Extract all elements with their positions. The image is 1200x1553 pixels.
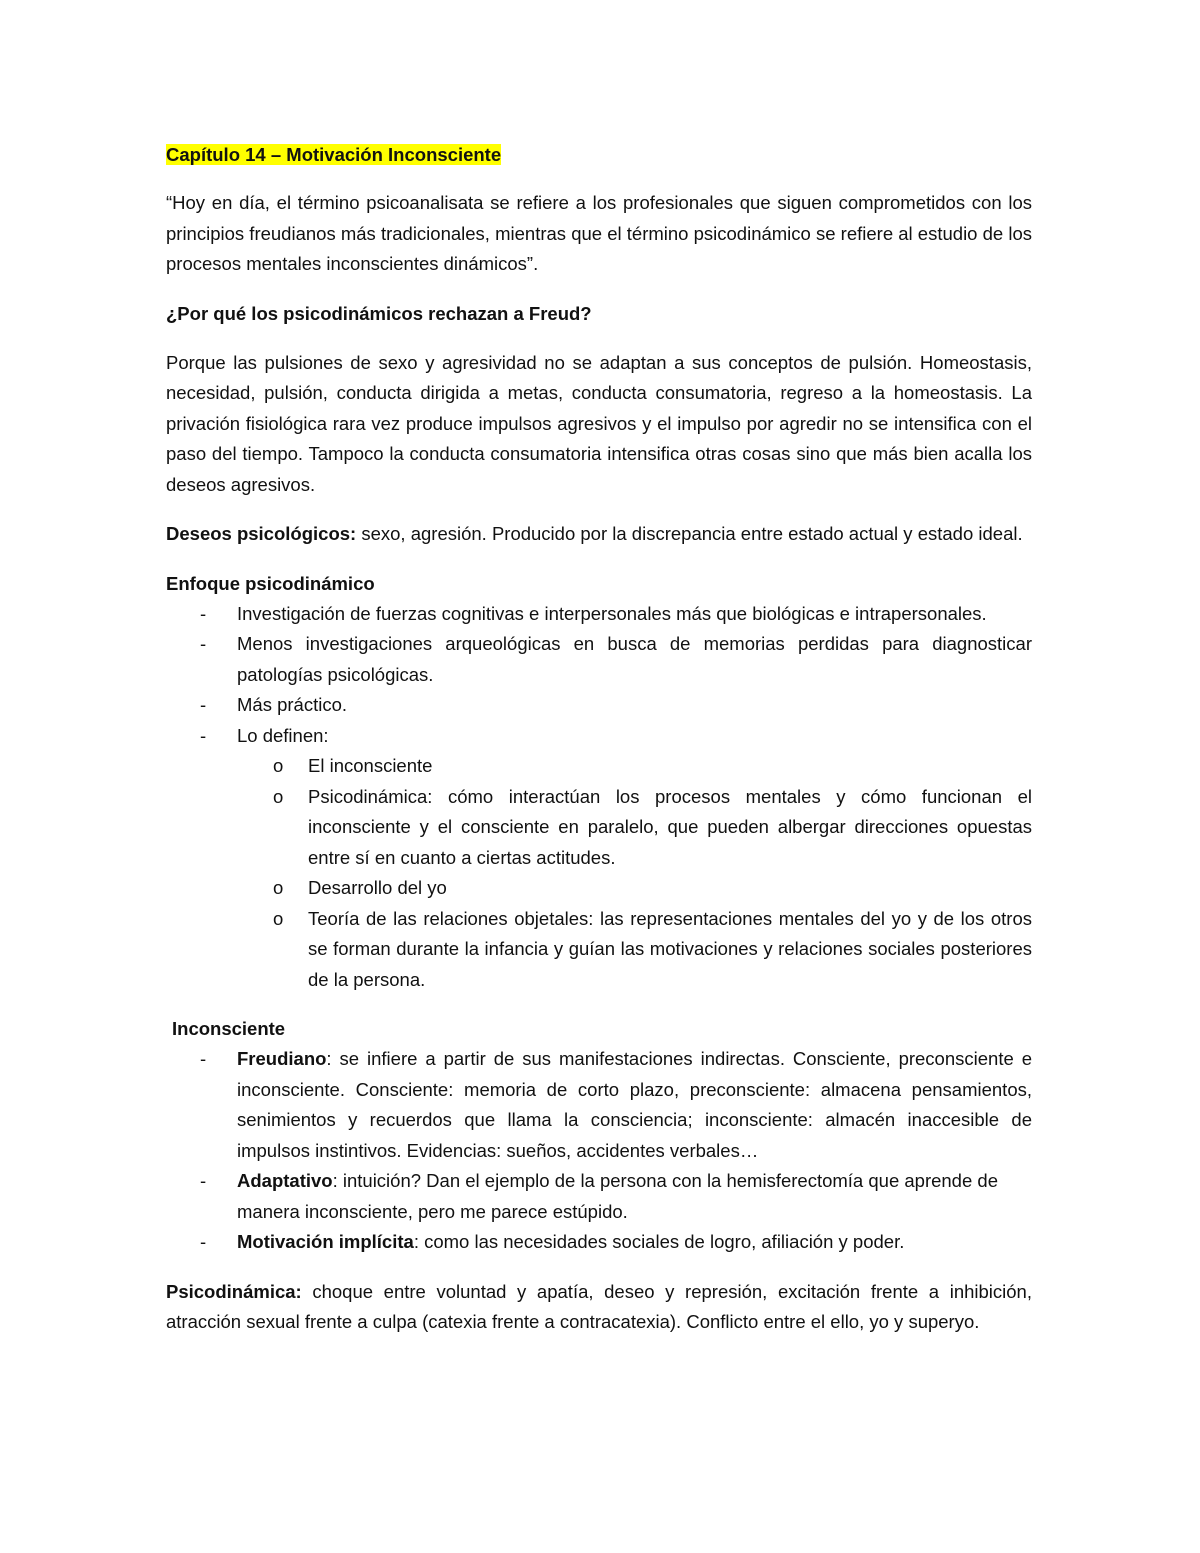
psicodinamica-text: choque entre voluntad y apatía, deseo y represión, excitación frente a inhibición, atracción sexual frente a culpa (catexia frente a contracatexia). Conflicto entre el ello, yo y superyo. <box>166 1280 1032 1332</box>
dash-bullet: - <box>200 1231 207 1252</box>
dash-bullet: - <box>200 724 207 746</box>
psicodinamica-paragraph <box>166 1277 1032 1338</box>
sublist-item-text: El inconsciente <box>308 755 433 776</box>
list-item <box>166 1166 1032 1227</box>
list-item-text: Menos investigaciones arqueológicas en busca de memorias perdidas para diagnosticar patologías psicológicas. <box>237 633 1032 685</box>
chapter-title-highlight: Capítulo 14 – Motivación Inconsciente <box>166 144 502 165</box>
enfoque-heading: Enfoque psicodinámico <box>166 572 375 594</box>
sublist-item <box>237 751 1032 782</box>
inconsciente-list <box>166 1044 1032 1258</box>
list-item-text: Más práctico. <box>237 694 348 715</box>
deseos-text: sexo, agresión. Producido por la discrepancia entre estado actual y estado ideal. <box>356 523 1023 544</box>
enfoque-list <box>166 599 1032 752</box>
list-item <box>166 1227 1032 1258</box>
sublist-item <box>237 873 1032 904</box>
sublist-item-text: Teoría de las relaciones objetales: las representaciones mentales del yo y de los otros se forman durante la infancia y guían las motivaciones y relaciones sociales posteriores de la persona. <box>308 907 1032 990</box>
list-item <box>166 690 1032 721</box>
dash-bullet: - <box>200 602 207 624</box>
term-label: Adaptativo <box>237 1170 333 1191</box>
term-text: : se infiere a partir de sus manifestaciones indirectas. Consciente, preconsciente e inconsciente. Consciente: memoria de corto plazo, preconsciente: almacena pensamientos, senimientos y recuerdos que llama la consciencia; inconsciente: almacén inaccesible de impulsos instintivos. Evidencias: sueños, accidentes verbales… <box>237 1048 1032 1161</box>
chapter-title <box>166 140 1032 170</box>
term-label: Motivación implícita <box>237 1231 414 1252</box>
sublist-item <box>237 904 1032 996</box>
dash-bullet: - <box>200 633 207 654</box>
sublist-item-text: Desarrollo del yo <box>308 877 447 898</box>
list-item-text: Investigación de fuerzas cognitivas e interpersonales más que biológicas e intrapersonales. <box>237 602 987 624</box>
list-item <box>166 599 1032 630</box>
intro-quote: “Hoy en día, el término psicoanalisata se refiere a los profesionales que siguen comprometidos con los principios freudianos más tradicionales, mientras que el término psicodinámico se refiere al estudio de los procesos mentales inconscientes dinámicos”. <box>166 192 1032 274</box>
psicodinamica-label: Psicodinámica: <box>166 1280 302 1302</box>
deseos-label: Deseos psicológicos: <box>166 523 357 544</box>
term-label: Freudiano <box>237 1048 327 1069</box>
circle-bullet: o <box>273 785 284 807</box>
list-item-text: Lo definen: <box>237 724 329 746</box>
definen-sublist <box>237 751 1032 995</box>
circle-bullet: o <box>273 907 284 929</box>
list-item <box>166 629 1032 690</box>
list-item <box>166 1044 1032 1166</box>
document-body <box>166 140 1032 1338</box>
circle-bullet: o <box>273 755 284 776</box>
list-item <box>166 721 1032 752</box>
inconsciente-heading: Inconsciente <box>172 1018 286 1039</box>
term-text: : como las necesidades sociales de logro, afiliación y poder. <box>413 1231 905 1252</box>
dash-bullet: - <box>200 694 207 715</box>
term-text: : intuición? Dan el ejemplo de la persona con la hemisferectomía que aprende de manera inconsciente, pero me parece estúpido. <box>237 1170 998 1222</box>
deseos-paragraph <box>166 519 1032 550</box>
question-answer: Porque las pulsiones de sexo y agresividad no se adaptan a sus conceptos de pulsión. Homeostasis, necesidad, pulsión, conducta dirigida a metas, conducta consumatoria, regreso a la homeostasis. La privación fisiológica rara vez produce impulsos agresivos y el impulso por agredir no se intensifica con el paso del tiempo. Tampoco la conducta consumatoria intensifica otras cosas sino que más bien acalla los deseos agresivos. <box>166 351 1032 495</box>
sublist-item-text: Psicodinámica: cómo interactúan los procesos mentales y cómo funcionan el inconsciente y el consciente en paralelo, que pueden albergar direcciones opuestas entre sí en cuanto a ciertas actitudes. <box>308 785 1032 868</box>
sublist-item <box>237 782 1032 874</box>
dash-bullet: - <box>200 1048 207 1069</box>
question-heading: ¿Por qué los psicodinámicos rechazan a Freud? <box>166 302 592 324</box>
dash-bullet: - <box>200 1170 207 1191</box>
circle-bullet: o <box>273 877 284 898</box>
